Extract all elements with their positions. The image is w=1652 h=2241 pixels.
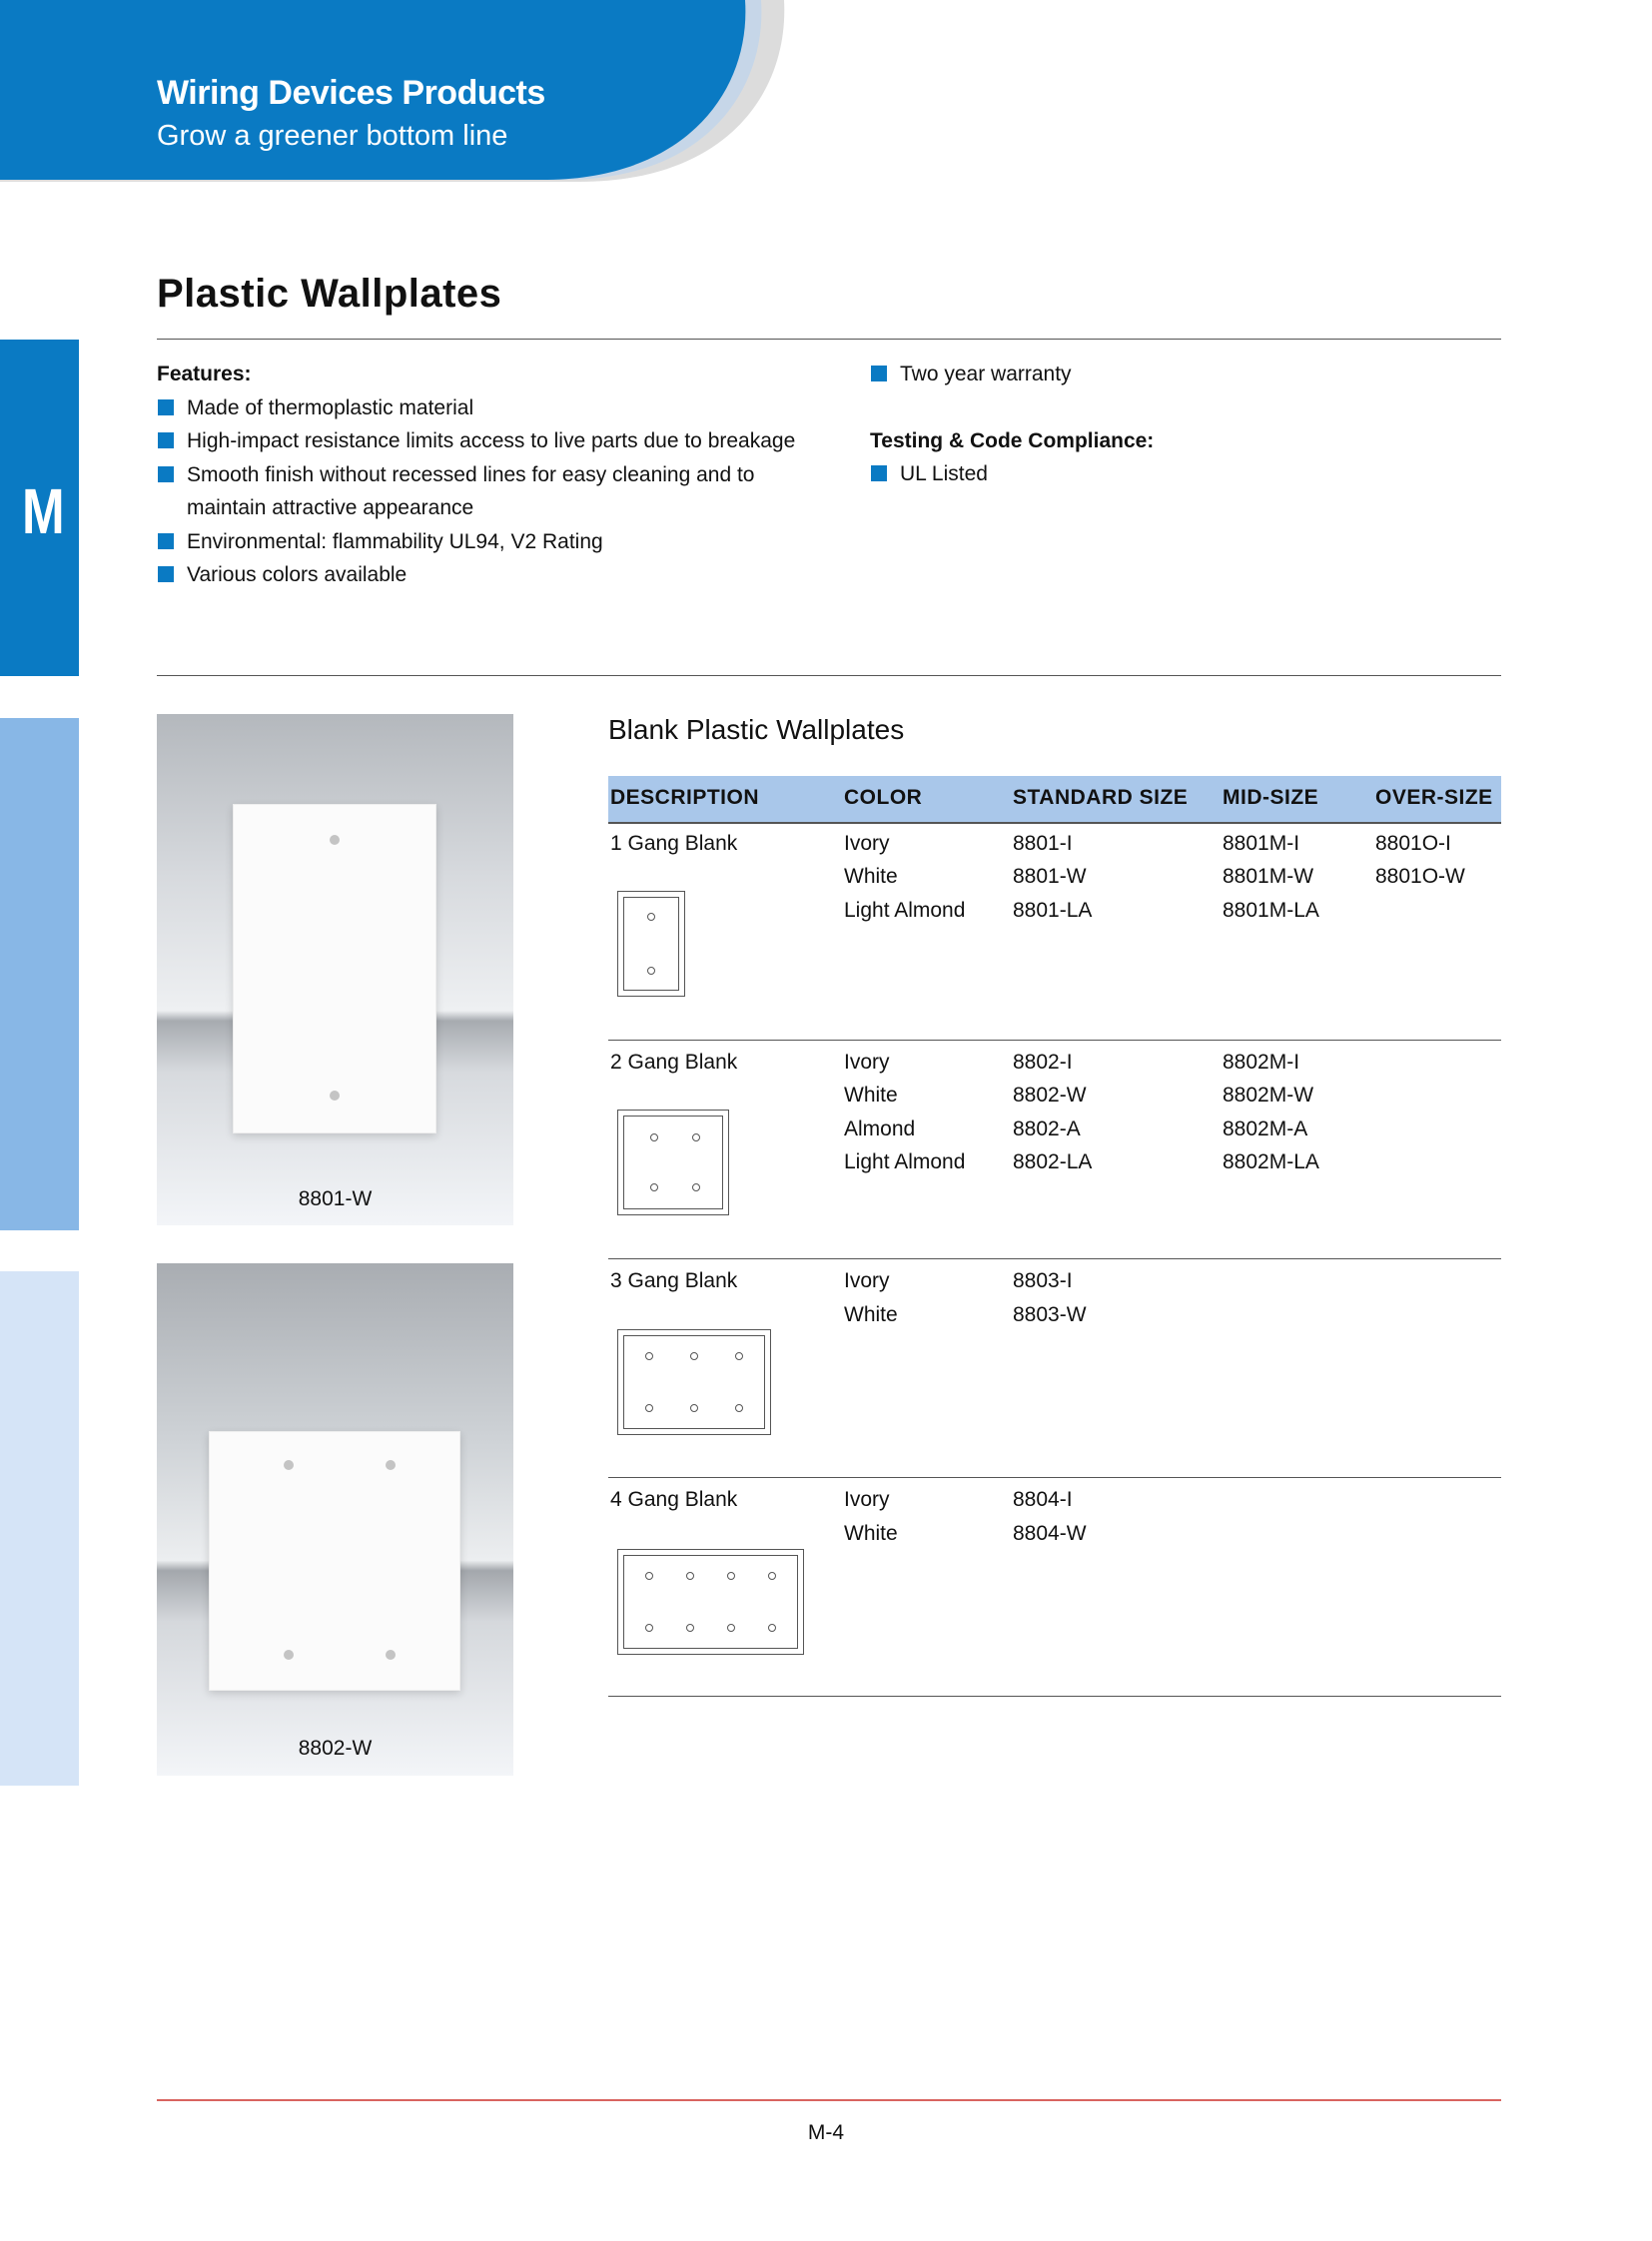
cell-description: 4 Gang Blank (610, 1488, 738, 1511)
feature-item: Smooth finish without recessed lines for easy cleaning and to maintain attractive appearance (157, 458, 816, 525)
screw-hole-icon (768, 1624, 776, 1632)
column-header-description: DESCRIPTION (610, 786, 760, 809)
feature-item: High-impact resistance limits access to live parts due to breakage (157, 424, 816, 458)
cell-color: Ivory (844, 1051, 890, 1074)
screw-icon (284, 1460, 294, 1470)
features-divider (157, 675, 1501, 676)
screw-icon (284, 1650, 294, 1660)
cell-color: Light Almond (844, 899, 966, 922)
screw-hole-icon (735, 1352, 743, 1360)
column-header-mid-size: MID-SIZE (1223, 786, 1319, 809)
screw-hole-icon (692, 1133, 700, 1141)
cell-standard: 8802-W (1013, 1084, 1087, 1107)
screw-hole-icon (690, 1404, 698, 1412)
cell-mid: 8802M-I (1223, 1051, 1300, 1074)
features-section (157, 358, 816, 592)
column-header-color: COLOR (844, 786, 923, 809)
cell-standard: 8801-I (1013, 832, 1073, 855)
cell-standard: 8802-I (1013, 1051, 1073, 1074)
photo-caption: 8802-W (298, 1737, 373, 1760)
cell-mid: 8802M-LA (1223, 1150, 1319, 1173)
single-gang-plate-image (233, 804, 436, 1133)
features-right-column (870, 358, 1469, 491)
page-title: Plastic Wallplates (157, 272, 502, 316)
screw-hole-icon (650, 1133, 658, 1141)
cell-color: Almond (844, 1118, 916, 1140)
screw-hole-icon (735, 1404, 743, 1412)
screw-icon (386, 1460, 396, 1470)
cell-standard: 8803-W (1013, 1303, 1087, 1326)
double-gang-plate-image (209, 1431, 460, 1691)
cell-color: White (844, 1303, 898, 1326)
bullet-square-icon (158, 466, 174, 482)
row-divider (608, 1477, 1501, 1478)
screw-hole-icon (690, 1352, 698, 1360)
cell-mid: 8801M-I (1223, 832, 1300, 855)
side-tab-middle (0, 718, 79, 1230)
features-heading: Features: (157, 363, 252, 385)
bullet-square-icon (158, 533, 174, 549)
table-title: Blank Plastic Wallplates (608, 714, 905, 745)
4-gang-plate-diagram (617, 1549, 804, 1655)
photo-caption: 8801-W (298, 1187, 373, 1210)
product-photo-8802-w (157, 1263, 513, 1776)
column-header-standard-size: STANDARD SIZE (1013, 786, 1189, 809)
cell-over: 8801O-W (1375, 865, 1465, 888)
bullet-square-icon (158, 399, 174, 415)
side-tab-light (0, 1271, 79, 1786)
screw-hole-icon (647, 967, 655, 975)
header-subtitle: Grow a greener bottom line (157, 120, 508, 152)
product-photo-8801-w (157, 714, 513, 1225)
title-divider (157, 339, 1501, 340)
cell-mid: 8802M-A (1223, 1118, 1308, 1140)
screw-hole-icon (686, 1572, 694, 1580)
screw-icon (330, 1091, 340, 1101)
header-title: Wiring Devices Products (157, 74, 545, 112)
cell-standard: 8801-W (1013, 865, 1087, 888)
screw-hole-icon (647, 913, 655, 921)
screw-icon (386, 1650, 396, 1660)
cell-mid: 8802M-W (1223, 1084, 1314, 1107)
screw-hole-icon (645, 1404, 653, 1412)
cell-color: Ivory (844, 832, 890, 855)
features-list (157, 391, 816, 592)
screw-hole-icon (692, 1183, 700, 1191)
compliance-list (870, 457, 1469, 491)
bullet-square-icon (158, 432, 174, 448)
screw-hole-icon (645, 1352, 653, 1360)
compliance-item: UL Listed (870, 457, 1469, 491)
cell-standard: 8801-LA (1013, 899, 1093, 922)
screw-hole-icon (686, 1624, 694, 1632)
row-divider (608, 1258, 1501, 1259)
2-gang-plate-diagram (617, 1110, 729, 1215)
screw-hole-icon (727, 1572, 735, 1580)
cell-description: 3 Gang Blank (610, 1269, 738, 1292)
cell-color: Light Almond (844, 1150, 966, 1173)
cell-standard: 8802-A (1013, 1118, 1081, 1140)
cell-color: White (844, 865, 898, 888)
3-gang-plate-diagram (617, 1329, 771, 1435)
cell-color: White (844, 1522, 898, 1545)
column-header-over-size: OVER-SIZE (1375, 786, 1493, 809)
1-gang-plate-diagram (617, 891, 685, 997)
feature-item: Two year warranty (870, 358, 1469, 391)
cell-standard: 8804-W (1013, 1522, 1087, 1545)
row-divider (608, 1040, 1501, 1041)
cell-mid: 8801M-LA (1223, 899, 1319, 922)
cell-standard: 8804-I (1013, 1488, 1073, 1511)
bullet-square-icon (158, 566, 174, 582)
table-bottom-divider (608, 1696, 1501, 1697)
page-number: M-4 (807, 2121, 845, 2144)
feature-item: Various colors available (157, 558, 816, 592)
feature-item: Environmental: flammability UL94, V2 Rating (157, 525, 816, 559)
table-header-row (608, 776, 1501, 824)
screw-icon (330, 835, 340, 845)
cell-description: 2 Gang Blank (610, 1051, 738, 1074)
cell-standard: 8802-LA (1013, 1150, 1093, 1173)
cell-color: Ivory (844, 1269, 890, 1292)
screw-hole-icon (645, 1572, 653, 1580)
feature-item: Made of thermoplastic material (157, 391, 816, 425)
warranty-list (870, 358, 1469, 391)
screw-hole-icon (727, 1624, 735, 1632)
screw-hole-icon (650, 1183, 658, 1191)
cell-color: White (844, 1084, 898, 1107)
cell-over: 8801O-I (1375, 832, 1451, 855)
cell-description: 1 Gang Blank (610, 832, 738, 855)
screw-hole-icon (768, 1572, 776, 1580)
cell-mid: 8801M-W (1223, 865, 1314, 888)
bullet-square-icon (871, 465, 887, 481)
bullet-square-icon (871, 366, 887, 381)
compliance-heading: Testing & Code Compliance: (870, 428, 1155, 452)
screw-hole-icon (645, 1624, 653, 1632)
footer-divider (157, 2099, 1501, 2101)
cell-color: Ivory (844, 1488, 890, 1511)
cell-standard: 8803-I (1013, 1269, 1073, 1292)
side-tab-letter: M (22, 475, 65, 547)
